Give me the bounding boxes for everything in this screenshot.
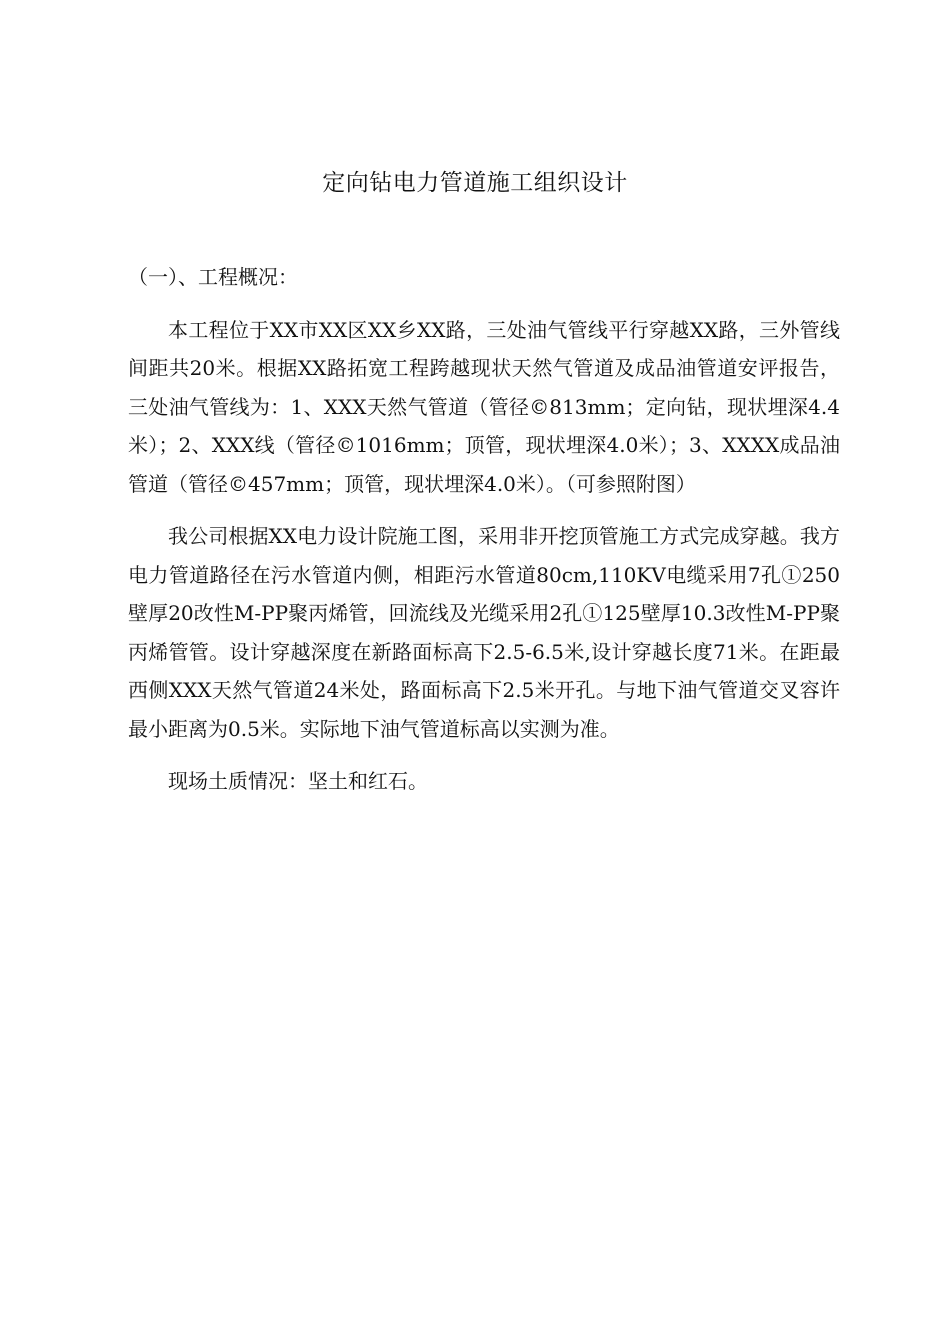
paragraph-soil-conditions: 现场土质情况：坚土和红石。 <box>168 769 428 793</box>
paragraph-project-overview: 本工程位于XX市XX区XX乡XX路，三处油气管线平行穿越XX路，三外管线间距共20米。根据XX路拓宽工程跨越现状天然气管道及成品油管道安评报告，三处油气管线为：1、XXX天然气管道（管径©813mm；定向钻，现状埋深4.4米）；2、XXX线（管径©1016mm；顶管，现状埋深4.0米）；3、XXXX成品油管道（管径©457mm；顶管，现状埋深4.0米）。（可参照附图） <box>128 317 840 496</box>
document-title: 定向钻电力管道施工组织设计 <box>322 170 628 196</box>
section-heading: （一）、工程概况： <box>128 265 298 289</box>
document-body <box>128 258 840 801</box>
paragraph-construction-method: 我公司根据XX电力设计院施工图，采用非开挖顶管施工方式完成穿越。我方电力管道路径在污水管道内侧，相距污水管道80cm,110KV电缆采用7孔①250壁厚20改性M-PP聚丙烯管，回流线及光缆采用2孔①125壁厚10.3改性M-PP聚丙烯管管。设计穿越深度在新路面标高下2.5-6.5米,设计穿越长度71米。在距最西侧XXX天然气管道24米处，路面标高下2.5米开孔。与地下油气管道交叉容许最小距离为0.5米。实际地下油气管道标高以实测为准。 <box>128 524 840 741</box>
